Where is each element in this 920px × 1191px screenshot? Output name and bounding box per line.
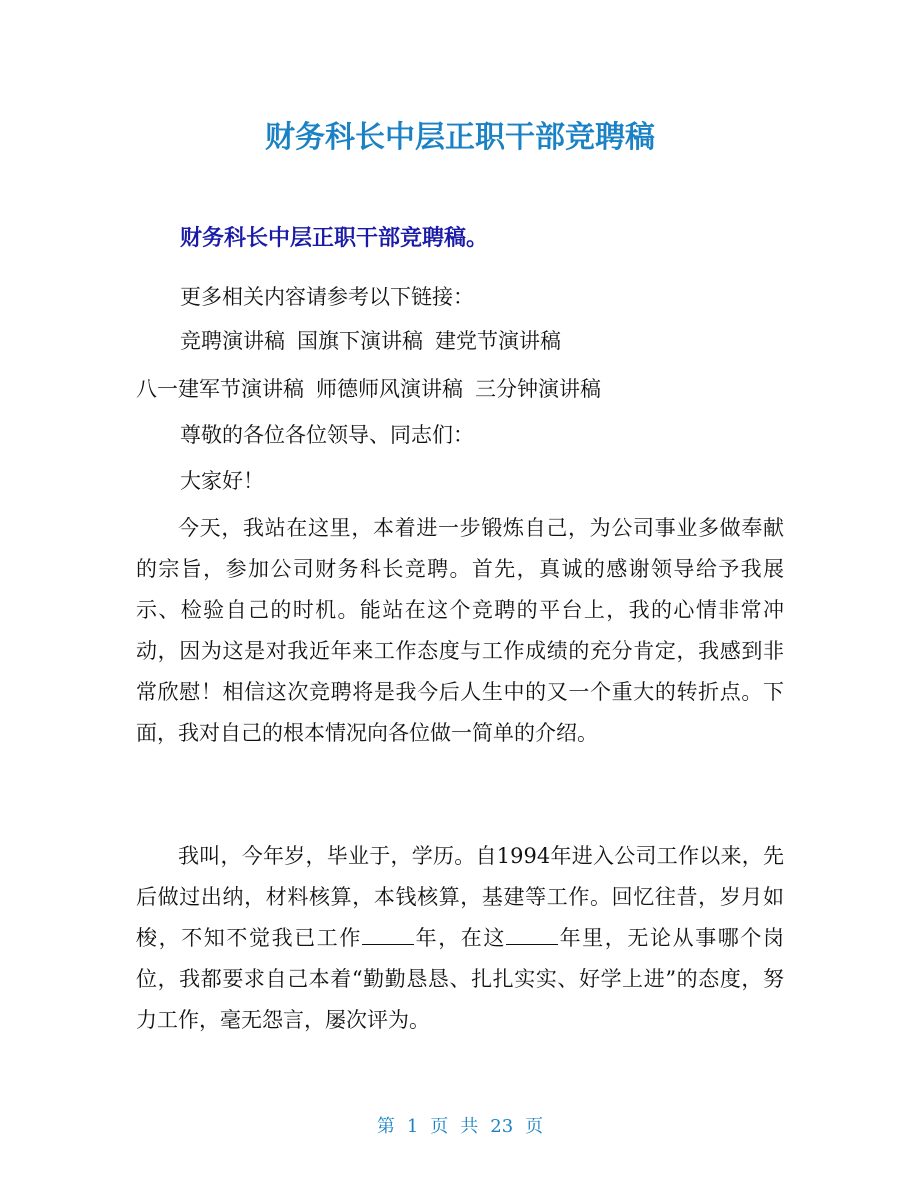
page-footer [0,1112,920,1138]
salutation: 尊敬的各位各位领导、同志们： [180,423,474,447]
footer-total-unit: 页 [525,1116,544,1137]
footer-page-unit: 页 [430,1116,449,1137]
link-three-minute-speech[interactable]: 三分钟演讲稿 [475,377,601,401]
body-paragraph-1: 今天，我站在这里，本着进一步锻炼自己，为公司事业多做奉献的宗旨，参加公司财务科长竞聘。首先，真诚的感谢领导给予我展示、检验自己的时机。能站在这个竞聘的平台上，我的心情非常冲动，因为这是对我近年来工作态度与工作成绩的充分肯定，我感到非常欣慰！相信这次竞聘将是我今后人生中的又一个重大的转折点。下面，我对自己的根本情况向各位做一简单的介绍。 [136,516,784,745]
link-flag-speech[interactable]: 国旗下演讲稿 [297,329,423,353]
link-party-day-speech[interactable]: 建党节演讲稿 [435,329,561,353]
document-title: 财务科长中层正职干部竞聘稿 [265,120,655,155]
links-row-2 [136,374,613,404]
footer-total-pages: 23 [490,1116,514,1137]
paragraph-2-part-1: 我叫，今年岁，毕业于，学历。自1994年进入公司工作以来，先后做过出纳，材料核算，本钱核算，基建等工作。回忆往昔，岁月如梭，不知不觉我已工作 [136,844,784,950]
greeting: 大家好！ [180,469,264,493]
paragraph-2-part-2: 年，在这 [414,926,506,950]
link-teacher-ethics-speech[interactable]: 师德师风演讲稿 [316,377,463,401]
paragraph-2-part-3: 年里，无论从事哪个岗位，我都要求自己本着“勤勤恳恳、扎扎实实、好学上进”的态度，努力工作，毫无怨言，屡次评为。 [136,926,784,1032]
body-paragraph-2 [136,836,784,1041]
footer-page-label: 第 [376,1116,395,1137]
link-speech[interactable]: 竞聘演讲稿 [180,329,285,353]
blank-years-2 [506,923,558,945]
footer-page-number: 1 [406,1116,419,1137]
more-links-intro: 更多相关内容请参考以下链接： [180,285,474,309]
links-row-1 [180,326,573,356]
footer-total-label: 共 [460,1116,479,1137]
document-subtitle: 财务科长中层正职干部竞聘稿。 [180,226,489,251]
blank-years [362,923,414,945]
link-army-day-speech[interactable]: 八一建军节演讲稿 [136,377,304,401]
